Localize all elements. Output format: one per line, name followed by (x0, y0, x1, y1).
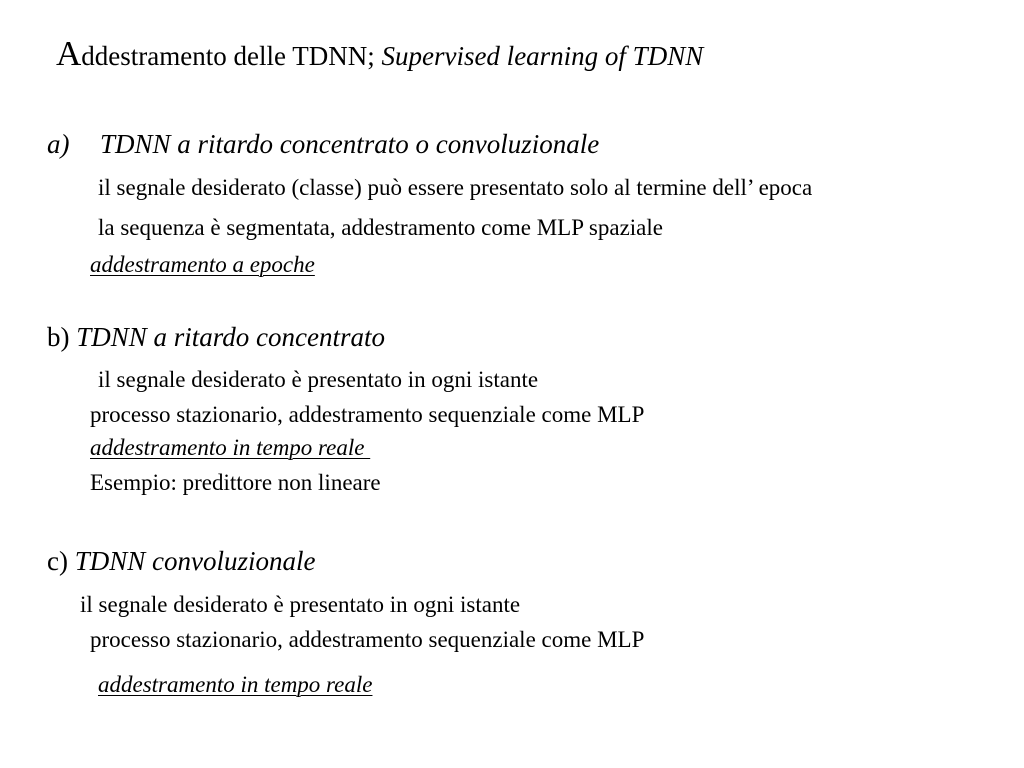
section-c-line-1: il segnale desiderato è presentato in ogni istante (80, 592, 521, 617)
slide-title (56, 36, 703, 71)
section-b-example: Esempio: predittore non lineare (90, 470, 381, 495)
section-a-line-2: la sequenza è segmentata, addestramento come MLP spaziale (98, 215, 663, 240)
section-b-line-1: il segnale desiderato è presentato in ogni istante (98, 367, 539, 392)
section-a-line-1: il segnale desiderato (classe) può essere presentato solo al termine dell’ epoca (98, 175, 813, 200)
section-a-training-mode: addestramento a epoche (90, 252, 315, 277)
section-c-training-mode: addestramento in tempo reale (98, 672, 373, 697)
section-c-heading-row (47, 548, 315, 575)
section-c-heading: TDNN convoluzionale (74, 546, 316, 576)
section-b-training-mode: addestramento in tempo reale (90, 435, 371, 460)
section-b-line-2: processo stazionario, addestramento sequenziale come MLP (90, 402, 645, 427)
section-b-heading-row (47, 324, 385, 351)
section-c-line-2: processo stazionario, addestramento sequenziale come MLP (90, 627, 645, 652)
section-b-marker: b) (47, 322, 77, 352)
title-initial: A (56, 34, 82, 73)
section-a-heading: TDNN a ritardo concentrato o convoluzionale (100, 129, 600, 159)
section-c-marker: c) (47, 546, 75, 576)
section-b-heading: TDNN a ritardo concentrato (76, 322, 386, 352)
title-italian: ddestramento delle TDNN; (81, 41, 382, 71)
title-english: Supervised learning of TDNN (381, 41, 704, 71)
section-a-marker: a) (47, 129, 70, 159)
